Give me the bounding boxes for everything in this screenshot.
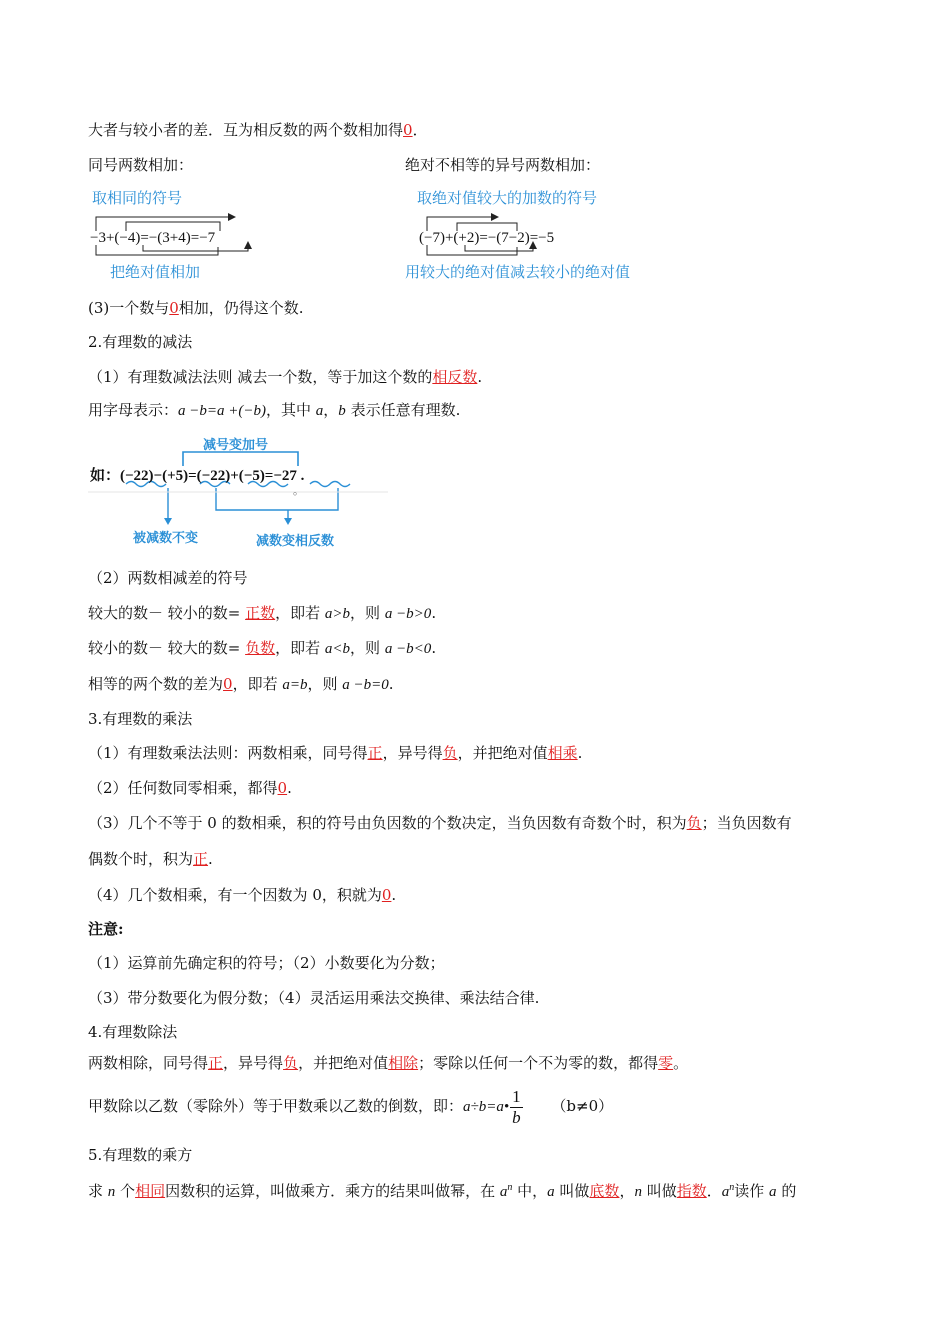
note-title: 注意:: [88, 920, 124, 938]
diff-sign-label: 绝对不相等的异号两数相加：: [405, 156, 601, 174]
same-sign-label: 同号两数相加：: [88, 156, 194, 174]
letter-formula: a −b=a +(−b): [178, 403, 266, 419]
sign-rule-2: 较小的数－ 较大的数= 负数，即若 a<b，则 a −b<0.: [88, 639, 437, 657]
power-definition: 求 n 个相同因数积的运算，叫做乘方．乘方的结果叫做幂，在 $a^n$ 中，a 叫做底数，n 叫做指数．$a^n$读作 a 的: [88, 1182, 797, 1200]
diagram-diff-sign: [405, 185, 705, 285]
section2-title: 2.有理数的减法: [88, 333, 193, 351]
subtraction-rule-answer: 相反数: [432, 368, 478, 386]
same-bottom-label: 把绝对值相加: [110, 263, 201, 281]
zero-rule-answer: 0: [169, 299, 179, 317]
multiplication-rule-3-cont: 偶数个时，积为正.: [88, 850, 213, 868]
same-top-label: 取相同的符号: [92, 189, 183, 207]
diff-bottom-label: 用较大的绝对值减去较小的绝对值: [405, 263, 631, 281]
intro-text: 大者与较小者的差．互为相反数的两个数相加得: [88, 121, 404, 139]
subtraction-example: [88, 430, 408, 555]
multiplication-rule-3: （3）几个不等于 0 的数相乘，积的符号由负因数的个数决定，当负因数有奇数个时，积为负；当负因数有: [88, 814, 792, 832]
sign-title: （2）两数相减差的符号: [88, 569, 248, 587]
same-formula: −3+(−4)=−(3+4)=−7: [90, 230, 216, 246]
example-top-label: 减号变加号: [203, 438, 269, 453]
note-1: （1）运算前先确定积的符号；（2）小数要化为分数；: [88, 954, 445, 972]
example-right-label: 减数变相反数: [256, 534, 335, 549]
diff-sign-label-line: [405, 155, 870, 175]
multiplication-rule-2: （2）任何数同零相乘，都得0.: [88, 779, 292, 797]
division-rule: 两数相除，同号得正，异号得负，并把绝对值相除；零除以任何一个不为零的数，都得零。: [88, 1054, 689, 1072]
sign-rule-3: 相等的两个数的差为0，即若 a=b，则 a −b=0.: [88, 675, 394, 693]
sign-rule-1: 较大的数－ 较小的数= 正数，即若 a>b，则 a −b>0.: [88, 604, 437, 622]
intro-answer: 0: [403, 121, 413, 139]
note-2: （3）带分数要化为假分数；（4）灵活运用乘法交换律、乘法结合律.: [88, 989, 540, 1007]
sign2-answer: 负数: [245, 639, 276, 657]
letter-form: 用字母表示：a −b=a +(−b)，其中 a，b 表示任意有理数.: [88, 401, 461, 419]
diff-formula: (−7)+(+2)=−(7−2)=−5: [419, 230, 555, 246]
zero-rule: (3)一个数与0相加，仍得这个数.: [88, 299, 304, 317]
sign1-answer: 正数: [245, 604, 276, 622]
reciprocal-rule: 甲数除以乙数（零除外）等于甲数乘以乙数的倒数，即：a÷b=a• $\frac{1}{b}$ （b≠0）: [88, 1086, 614, 1127]
subtraction-rule: （1）有理数减法法则 减去一个数，等于加这个数的相反数.: [88, 368, 483, 386]
multiplication-rule-1: （1）有理数乘法法则：两数相乘，同号得正，异号得负，并把绝对值相乘.: [88, 744, 583, 762]
multiplication-rule-4: （4）几个数相乘，有一个因数为 0，积就为0.: [88, 886, 397, 904]
fraction-1-over-b: $\frac{1}{b}$: [512, 1086, 521, 1127]
diagram-same-sign: [88, 185, 348, 285]
section4-title: 4.有理数除法: [88, 1023, 178, 1041]
example-left-label: 被减数不变: [133, 531, 199, 546]
diff-top-label: 取绝对值较大的加数的符号: [417, 189, 598, 207]
sign3-answer: 0: [223, 675, 233, 693]
section3-title: 3.有理数的乘法: [88, 710, 193, 728]
section5-title: 5.有理数的乘方: [88, 1146, 193, 1164]
example-dot: 。: [293, 484, 304, 497]
intro-line: 大者与较小者的差．互为相反数的两个数相加得0．: [88, 121, 428, 139]
example-expression: 如：(−22)−(+5)=(−22)+(−5)=−27 .: [90, 468, 305, 484]
